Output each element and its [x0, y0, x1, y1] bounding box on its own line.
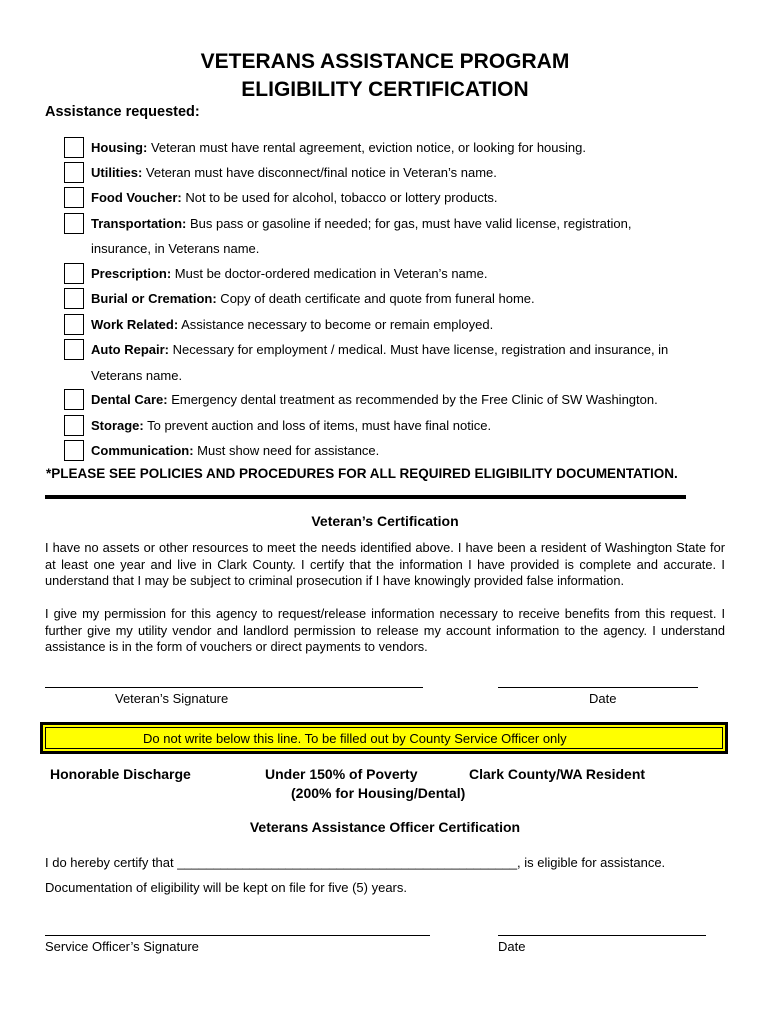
certification-paragraph-1: I have no assets or other resources to meet the needs identified above. I have been a resident of Washington State for at least one year and live in Clark County. I certify that the information I have provided is complete and accurate. I understand that I may be subject to criminal prosecution if I have knowingly provided false information.: [45, 540, 725, 589]
assistance-item-prescription: [64, 261, 744, 286]
utilities-checkbox[interactable]: [64, 162, 84, 183]
documentation-note: Documentation of eligibility will be kept on file for five (5) years.: [45, 880, 407, 895]
assistance-item-transportation: [64, 211, 744, 236]
certify-name-blank[interactable]: _______________________________________________: [177, 855, 518, 870]
auto-repair-label: Auto Repair:: [91, 342, 169, 357]
section-divider: [45, 495, 686, 499]
poverty-sub-label: (200% for Housing/Dental): [291, 785, 466, 801]
food-voucher-text: Not to be used for alcohol, tobacco or lottery products.: [181, 190, 498, 205]
dental-care-label: Dental Care:: [91, 392, 168, 407]
assistance-item-communication: [64, 438, 744, 463]
officer-only-text: Do not write below this line. To be filled out by County Service Officer only: [143, 731, 567, 746]
certify-line: [45, 855, 665, 870]
auto-repair-text-continued: Veterans name.: [91, 368, 183, 383]
officer-date-line[interactable]: [498, 935, 706, 936]
assistance-item-auto-repair: [64, 337, 744, 362]
veteran-signature-line[interactable]: [45, 687, 423, 688]
transportation-label: Transportation:: [91, 216, 187, 231]
assistance-item-food-voucher: [64, 185, 744, 210]
honorable-discharge-label: Honorable Discharge: [50, 766, 191, 782]
storage-checkbox[interactable]: [64, 415, 84, 436]
transportation-checkbox[interactable]: [64, 213, 84, 234]
dental-care-text: Emergency dental treatment as recommended by the Free Clinic of SW Washington.: [167, 392, 658, 407]
work-related-label: Work Related:: [91, 317, 179, 332]
prescription-text: Must be doctor-ordered medication in Veteran’s name.: [171, 266, 488, 281]
dental-care-checkbox[interactable]: [64, 389, 84, 410]
certify-suffix: , is eligible for assistance.: [517, 855, 666, 870]
officer-certification-heading: Veterans Assistance Officer Certification: [249, 819, 521, 835]
veteran-date-line[interactable]: [498, 687, 698, 688]
assistance-item-storage: [64, 413, 744, 438]
prescription-checkbox[interactable]: [64, 263, 84, 284]
housing-checkbox[interactable]: [64, 137, 84, 158]
burial-checkbox[interactable]: [64, 288, 84, 309]
utilities-label: Utilities:: [91, 165, 143, 180]
resident-label: Clark County/WA Resident: [469, 766, 646, 782]
officer-only-banner: [40, 722, 728, 754]
certification-paragraph-2: I give my permission for this agency to request/release information necessary to receive benefits from this request. I further give my utility vendor and landlord permission to release my account information to the agency. I understand assistance is in the form of vouchers or direct payments to vendors.: [45, 606, 725, 655]
burial-text: Copy of death certificate and quote from funeral home.: [216, 291, 535, 306]
assistance-item-housing: [64, 135, 744, 160]
officer-signature-line[interactable]: [45, 935, 430, 936]
housing-label: Housing:: [91, 140, 148, 155]
work-related-checkbox[interactable]: [64, 314, 84, 335]
auto-repair-text: Necessary for employment / medical. Must have license, registration and insurance, in: [169, 342, 669, 357]
transportation-text-continued: insurance, in Veterans name.: [91, 241, 260, 256]
prescription-label: Prescription:: [91, 266, 172, 281]
assistance-requested-heading: Assistance requested:: [45, 104, 200, 120]
assistance-item-dental-care: [64, 387, 744, 412]
housing-text: Veteran must have rental agreement, eviction notice, or looking for housing.: [147, 140, 586, 155]
veteran-date-label: Date: [589, 691, 617, 706]
form-title: VETERANS ASSISTANCE PROGRAM: [200, 50, 570, 73]
officer-signature-label: Service Officer’s Signature: [45, 939, 199, 954]
veteran-signature-label: Veteran’s Signature: [115, 691, 229, 706]
policies-notice: *PLEASE SEE POLICIES AND PROCEDURES FOR ALL REQUIRED ELIGIBILITY DOCUMENTATION.: [46, 466, 678, 481]
assistance-item-work-related: [64, 312, 744, 337]
poverty-label: Under 150% of Poverty: [265, 766, 418, 782]
food-voucher-label: Food Voucher:: [91, 190, 182, 205]
work-related-text: Assistance necessary to become or remain employed.: [178, 317, 494, 332]
burial-label: Burial or Cremation:: [91, 291, 217, 306]
utilities-text: Veteran must have disconnect/final notice in Veteran’s name.: [142, 165, 497, 180]
communication-label: Communication:: [91, 443, 194, 458]
auto-repair-checkbox[interactable]: [64, 339, 84, 360]
assistance-item-burial: [64, 286, 744, 311]
communication-text: Must show need for assistance.: [193, 443, 380, 458]
certify-prefix: I do hereby certify that: [45, 855, 178, 870]
food-voucher-checkbox[interactable]: [64, 187, 84, 208]
assistance-item-utilities: [64, 160, 744, 185]
storage-text: To prevent auction and loss of items, must have final notice.: [143, 418, 492, 433]
communication-checkbox[interactable]: [64, 440, 84, 461]
form-subtitle: ELIGIBILITY CERTIFICATION: [241, 78, 529, 101]
veterans-certification-heading: Veteran’s Certification: [311, 513, 459, 529]
officer-date-label: Date: [498, 939, 526, 954]
storage-label: Storage:: [91, 418, 144, 433]
transportation-text: Bus pass or gasoline if needed; for gas, must have valid license, registration,: [186, 216, 632, 231]
